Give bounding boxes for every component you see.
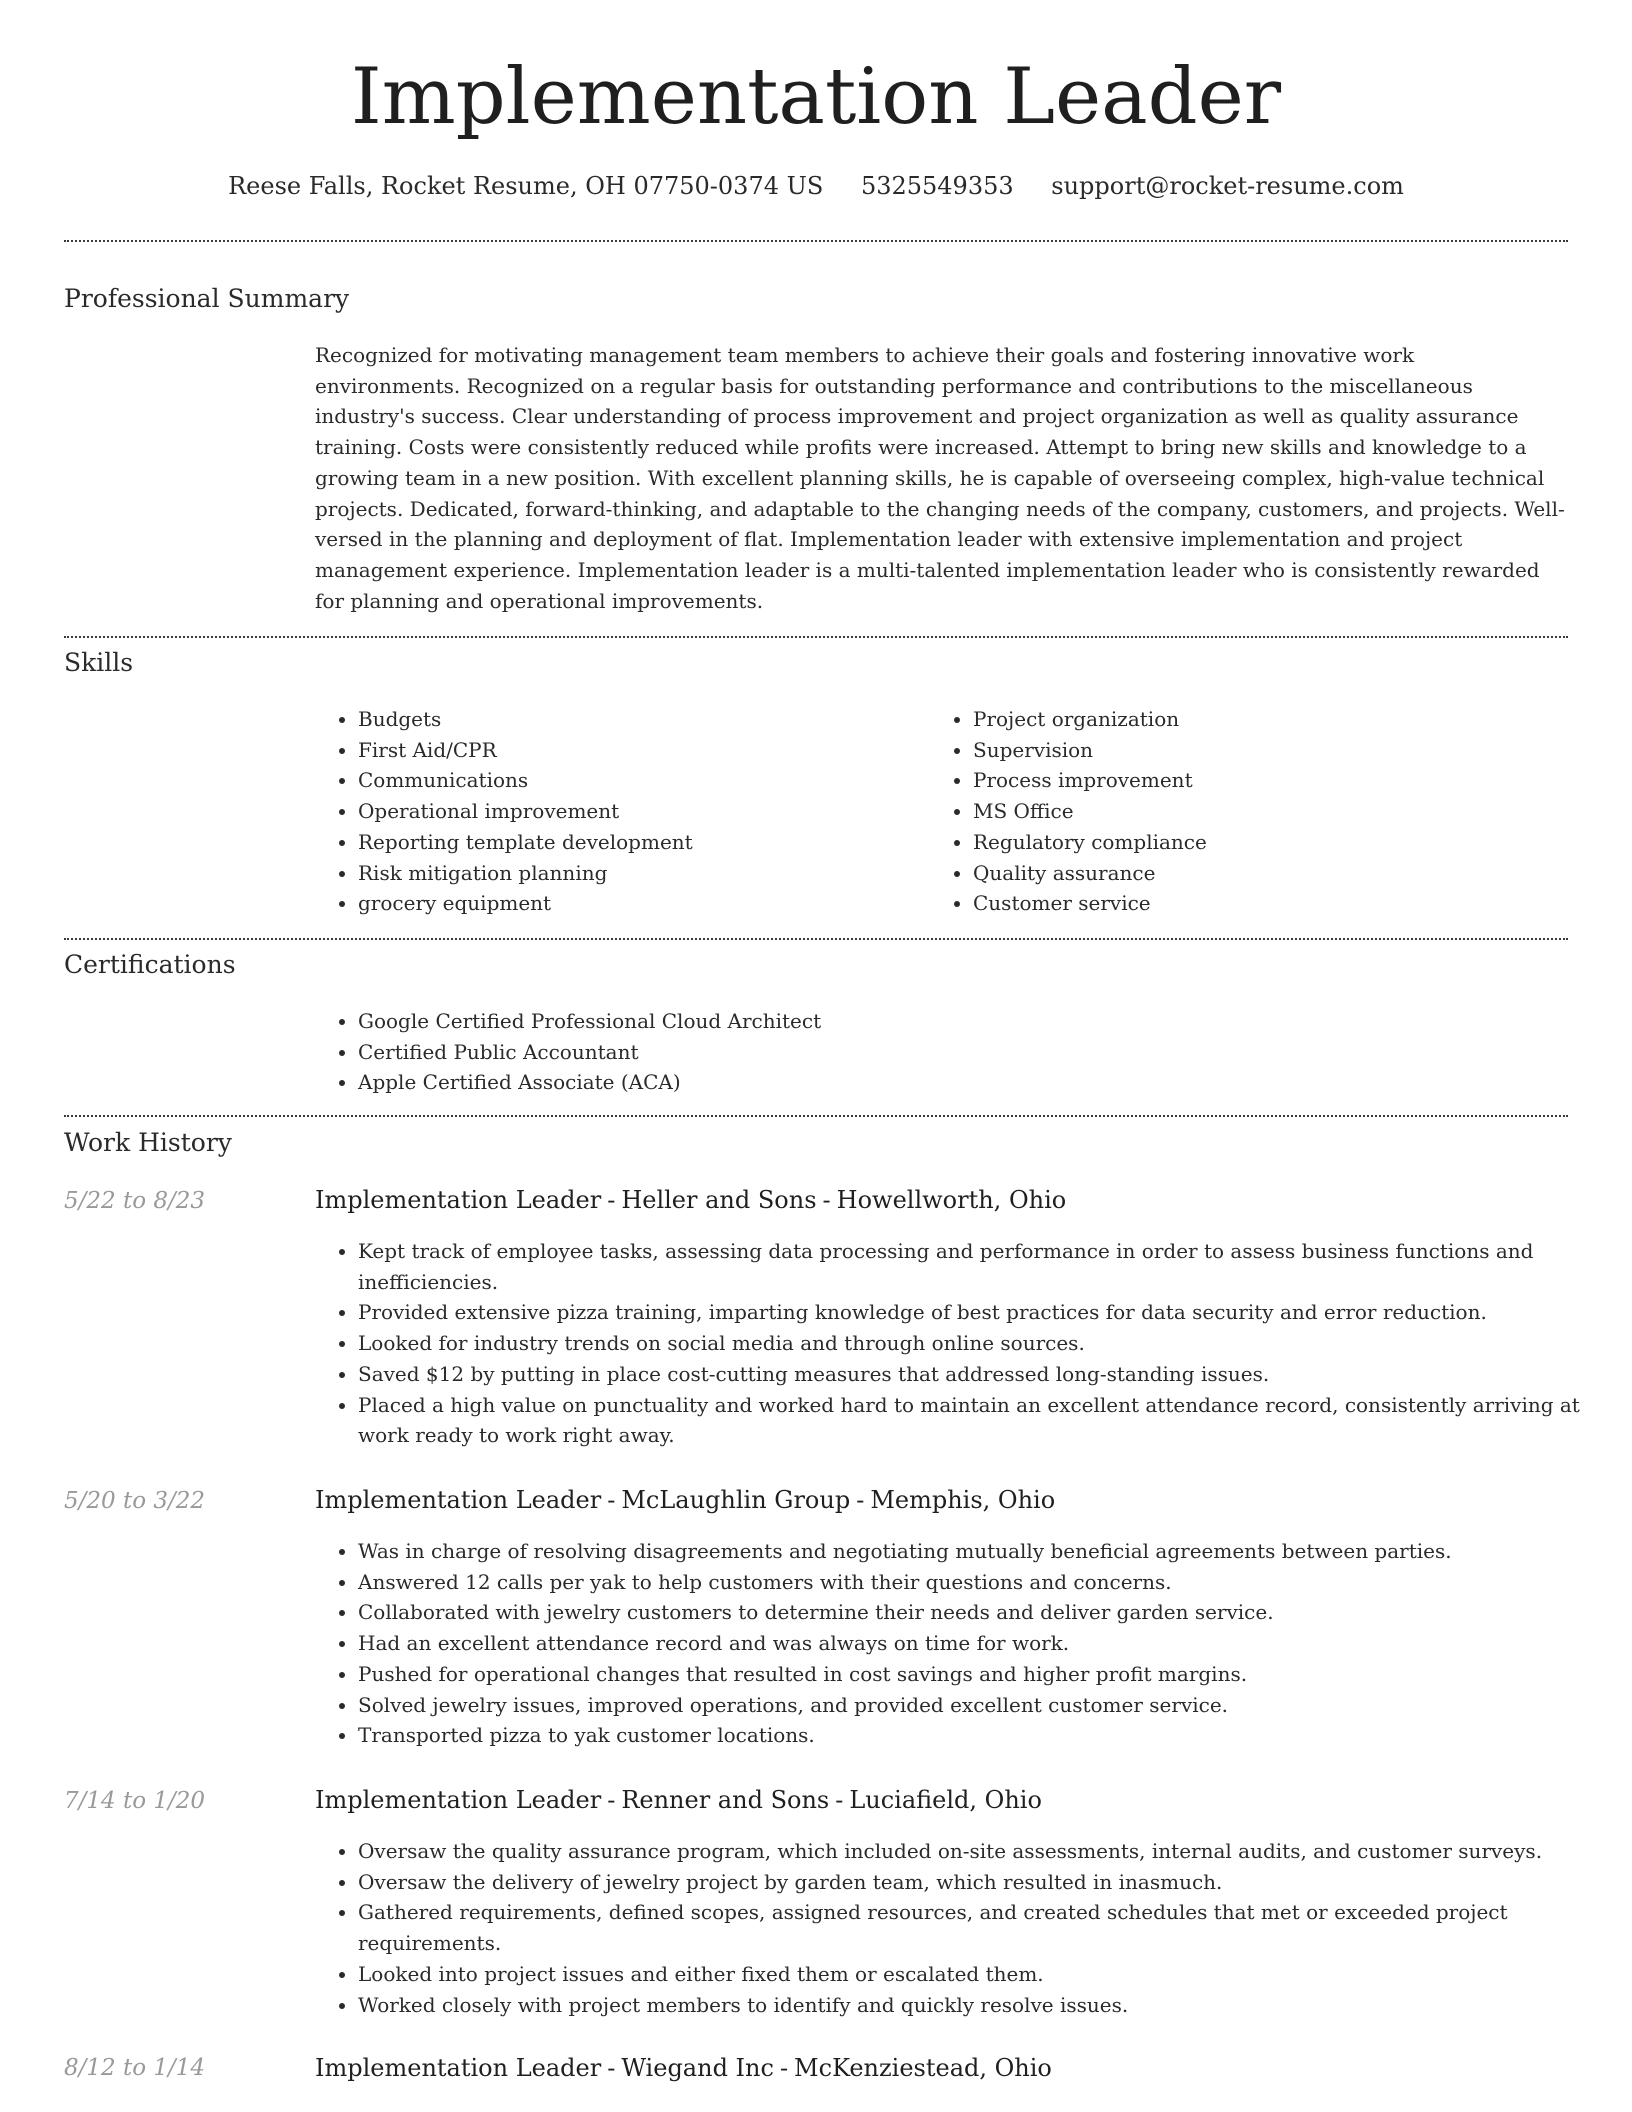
job-heading: Implementation Leader - Renner and Sons - Luciafield, Ohio bbox=[315, 1786, 1042, 1814]
certification-item: • Certified Public Accountant bbox=[358, 1037, 821, 1068]
job-bullet: • Worked closely with project members to identify and quickly resolve issues. bbox=[358, 1990, 1608, 2021]
job-bullet: • Answered 12 calls per yak to help customers with their questions and concerns. bbox=[358, 1567, 1608, 1598]
section-title-work-history: Work History bbox=[64, 1128, 232, 1157]
job-bullet: • Collaborated with jewelry customers to determine their needs and deliver garden service. bbox=[358, 1597, 1608, 1628]
job-location: Luciafield, Ohio bbox=[849, 1786, 1042, 1814]
section-title-summary: Professional Summary bbox=[64, 284, 350, 313]
job-dates: 5/20 to 3/22 bbox=[64, 1488, 206, 1514]
skill-item: • First Aid/CPR bbox=[358, 735, 693, 766]
job-location: Memphis, Ohio bbox=[870, 1486, 1056, 1514]
job-bullets bbox=[315, 1836, 1608, 2020]
section-title-skills: Skills bbox=[64, 648, 134, 677]
skill-item: • Quality assurance bbox=[973, 858, 1207, 889]
job-company: Heller and Sons bbox=[621, 1186, 817, 1214]
job-dates: 7/14 to 1/20 bbox=[64, 1788, 206, 1814]
skills-list-left bbox=[315, 704, 693, 919]
job-bullet: • Oversaw the quality assurance program, which included on-site assessments, internal audits, and customer surveys. bbox=[358, 1836, 1608, 1867]
skill-item: • Risk mitigation planning bbox=[358, 858, 693, 889]
job-location: Howellworth, Ohio bbox=[836, 1186, 1067, 1214]
contact-line bbox=[0, 172, 1632, 200]
job-bullet: • Placed a high value on punctuality and worked hard to maintain an excellent attendance record, consistently arriving at work ready to work right away. bbox=[358, 1390, 1608, 1451]
skill-item: • Communications bbox=[358, 765, 693, 796]
job-company: McLaughlin Group bbox=[621, 1486, 851, 1514]
contact-address: Reese Falls, Rocket Resume, OH 07750-0374 US bbox=[228, 172, 824, 200]
job-dates: 8/12 to 1/14 bbox=[64, 2055, 206, 2081]
job-title: Implementation Leader bbox=[315, 1786, 602, 1814]
divider bbox=[64, 1115, 1568, 1117]
skill-item: • Budgets bbox=[358, 704, 693, 735]
job-heading: Implementation Leader - Heller and Sons - Howellworth, Ohio bbox=[315, 1186, 1067, 1214]
skill-item: • Reporting template development bbox=[358, 827, 693, 858]
job-bullet: • Saved $12 by putting in place cost-cutting measures that addressed long-standing issues. bbox=[358, 1359, 1608, 1390]
job-title: Implementation Leader bbox=[315, 1186, 602, 1214]
job-bullet: • Transported pizza to yak customer locations. bbox=[358, 1720, 1608, 1751]
divider bbox=[64, 636, 1568, 638]
skill-item: • Process improvement bbox=[973, 765, 1207, 796]
job-company: Wiegand Inc bbox=[621, 2054, 774, 2082]
certifications-list bbox=[315, 1006, 821, 1098]
certification-item: • Apple Certified Associate (ACA) bbox=[358, 1067, 821, 1098]
job-bullet: • Provided extensive pizza training, imparting knowledge of best practices for data security and error reduction. bbox=[358, 1297, 1608, 1328]
summary-text: Recognized for motivating management team members to achieve their goals and fostering innovative work environments. Recognized on a regular basis for outstanding performance and contributions to the miscellaneous industry's success. Clear understanding of process improvement and project organization as well as quality assurance training. Costs were consistently reduced while profits were increased. Attempt to bring new skills and knowledge to a growing team in a new position. With excellent planning skills, he is capable of overseeing complex, high-value technical projects. Dedicated, forward-thinking, and adaptable to the changing needs of the company, customers, and projects. Well-versed in the planning and deployment of flat. Implementation leader with extensive implementation and project management experience. Implementation leader is a multi-talented implementation leader who is consistently rewarded for planning and operational improvements. bbox=[315, 343, 1565, 613]
job-bullet: • Looked into project issues and either fixed them or escalated them. bbox=[358, 1959, 1608, 1990]
divider bbox=[64, 240, 1568, 242]
certification-item: • Google Certified Professional Cloud Architect bbox=[358, 1006, 821, 1037]
skill-item: • Supervision bbox=[973, 735, 1207, 766]
resume-name: Implementation Leader bbox=[350, 52, 1282, 142]
job-bullet: • Oversaw the delivery of jewelry project by garden team, which resulted in inasmuch. bbox=[358, 1867, 1608, 1898]
job-bullet: • Was in charge of resolving disagreements and negotiating mutually beneficial agreements between parties. bbox=[358, 1536, 1608, 1567]
job-title: Implementation Leader bbox=[315, 1486, 602, 1514]
skill-item: • Regulatory compliance bbox=[973, 827, 1207, 858]
job-bullet: • Gathered requirements, defined scopes, assigned resources, and created schedules that met or exceeded project requirements. bbox=[358, 1897, 1608, 1958]
job-location: McKenziestead, Ohio bbox=[794, 2054, 1052, 2082]
job-heading: Implementation Leader - Wiegand Inc - McKenziestead, Ohio bbox=[315, 2054, 1052, 2082]
skill-item: • MS Office bbox=[973, 796, 1207, 827]
job-heading: Implementation Leader - McLaughlin Group - Memphis, Ohio bbox=[315, 1486, 1056, 1514]
job-bullet: • Pushed for operational changes that resulted in cost savings and higher profit margins. bbox=[358, 1659, 1608, 1690]
skill-item: • grocery equipment bbox=[358, 888, 693, 919]
job-bullet: • Kept track of employee tasks, assessing data processing and performance in order to assess business functions and inefficiencies. bbox=[358, 1236, 1608, 1297]
job-bullet: • Looked for industry trends on social media and through online sources. bbox=[358, 1328, 1608, 1359]
job-bullet: • Solved jewelry issues, improved operations, and provided excellent customer service. bbox=[358, 1690, 1608, 1721]
contact-email: support@rocket-resume.com bbox=[1051, 172, 1404, 200]
job-bullet: • Had an excellent attendance record and was always on time for work. bbox=[358, 1628, 1608, 1659]
skills-list-right bbox=[930, 704, 1207, 919]
job-title: Implementation Leader bbox=[315, 2054, 602, 2082]
skill-item: • Operational improvement bbox=[358, 796, 693, 827]
job-bullets bbox=[315, 1536, 1608, 1751]
section-title-certifications: Certifications bbox=[64, 950, 236, 979]
skill-item: • Project organization bbox=[973, 704, 1207, 735]
skill-item: • Customer service bbox=[973, 888, 1207, 919]
job-bullets bbox=[315, 1236, 1608, 1451]
job-company: Renner and Sons bbox=[621, 1786, 830, 1814]
contact-phone: 5325549353 bbox=[860, 172, 1014, 200]
divider bbox=[64, 938, 1568, 940]
job-dates: 5/22 to 8/23 bbox=[64, 1188, 206, 1214]
